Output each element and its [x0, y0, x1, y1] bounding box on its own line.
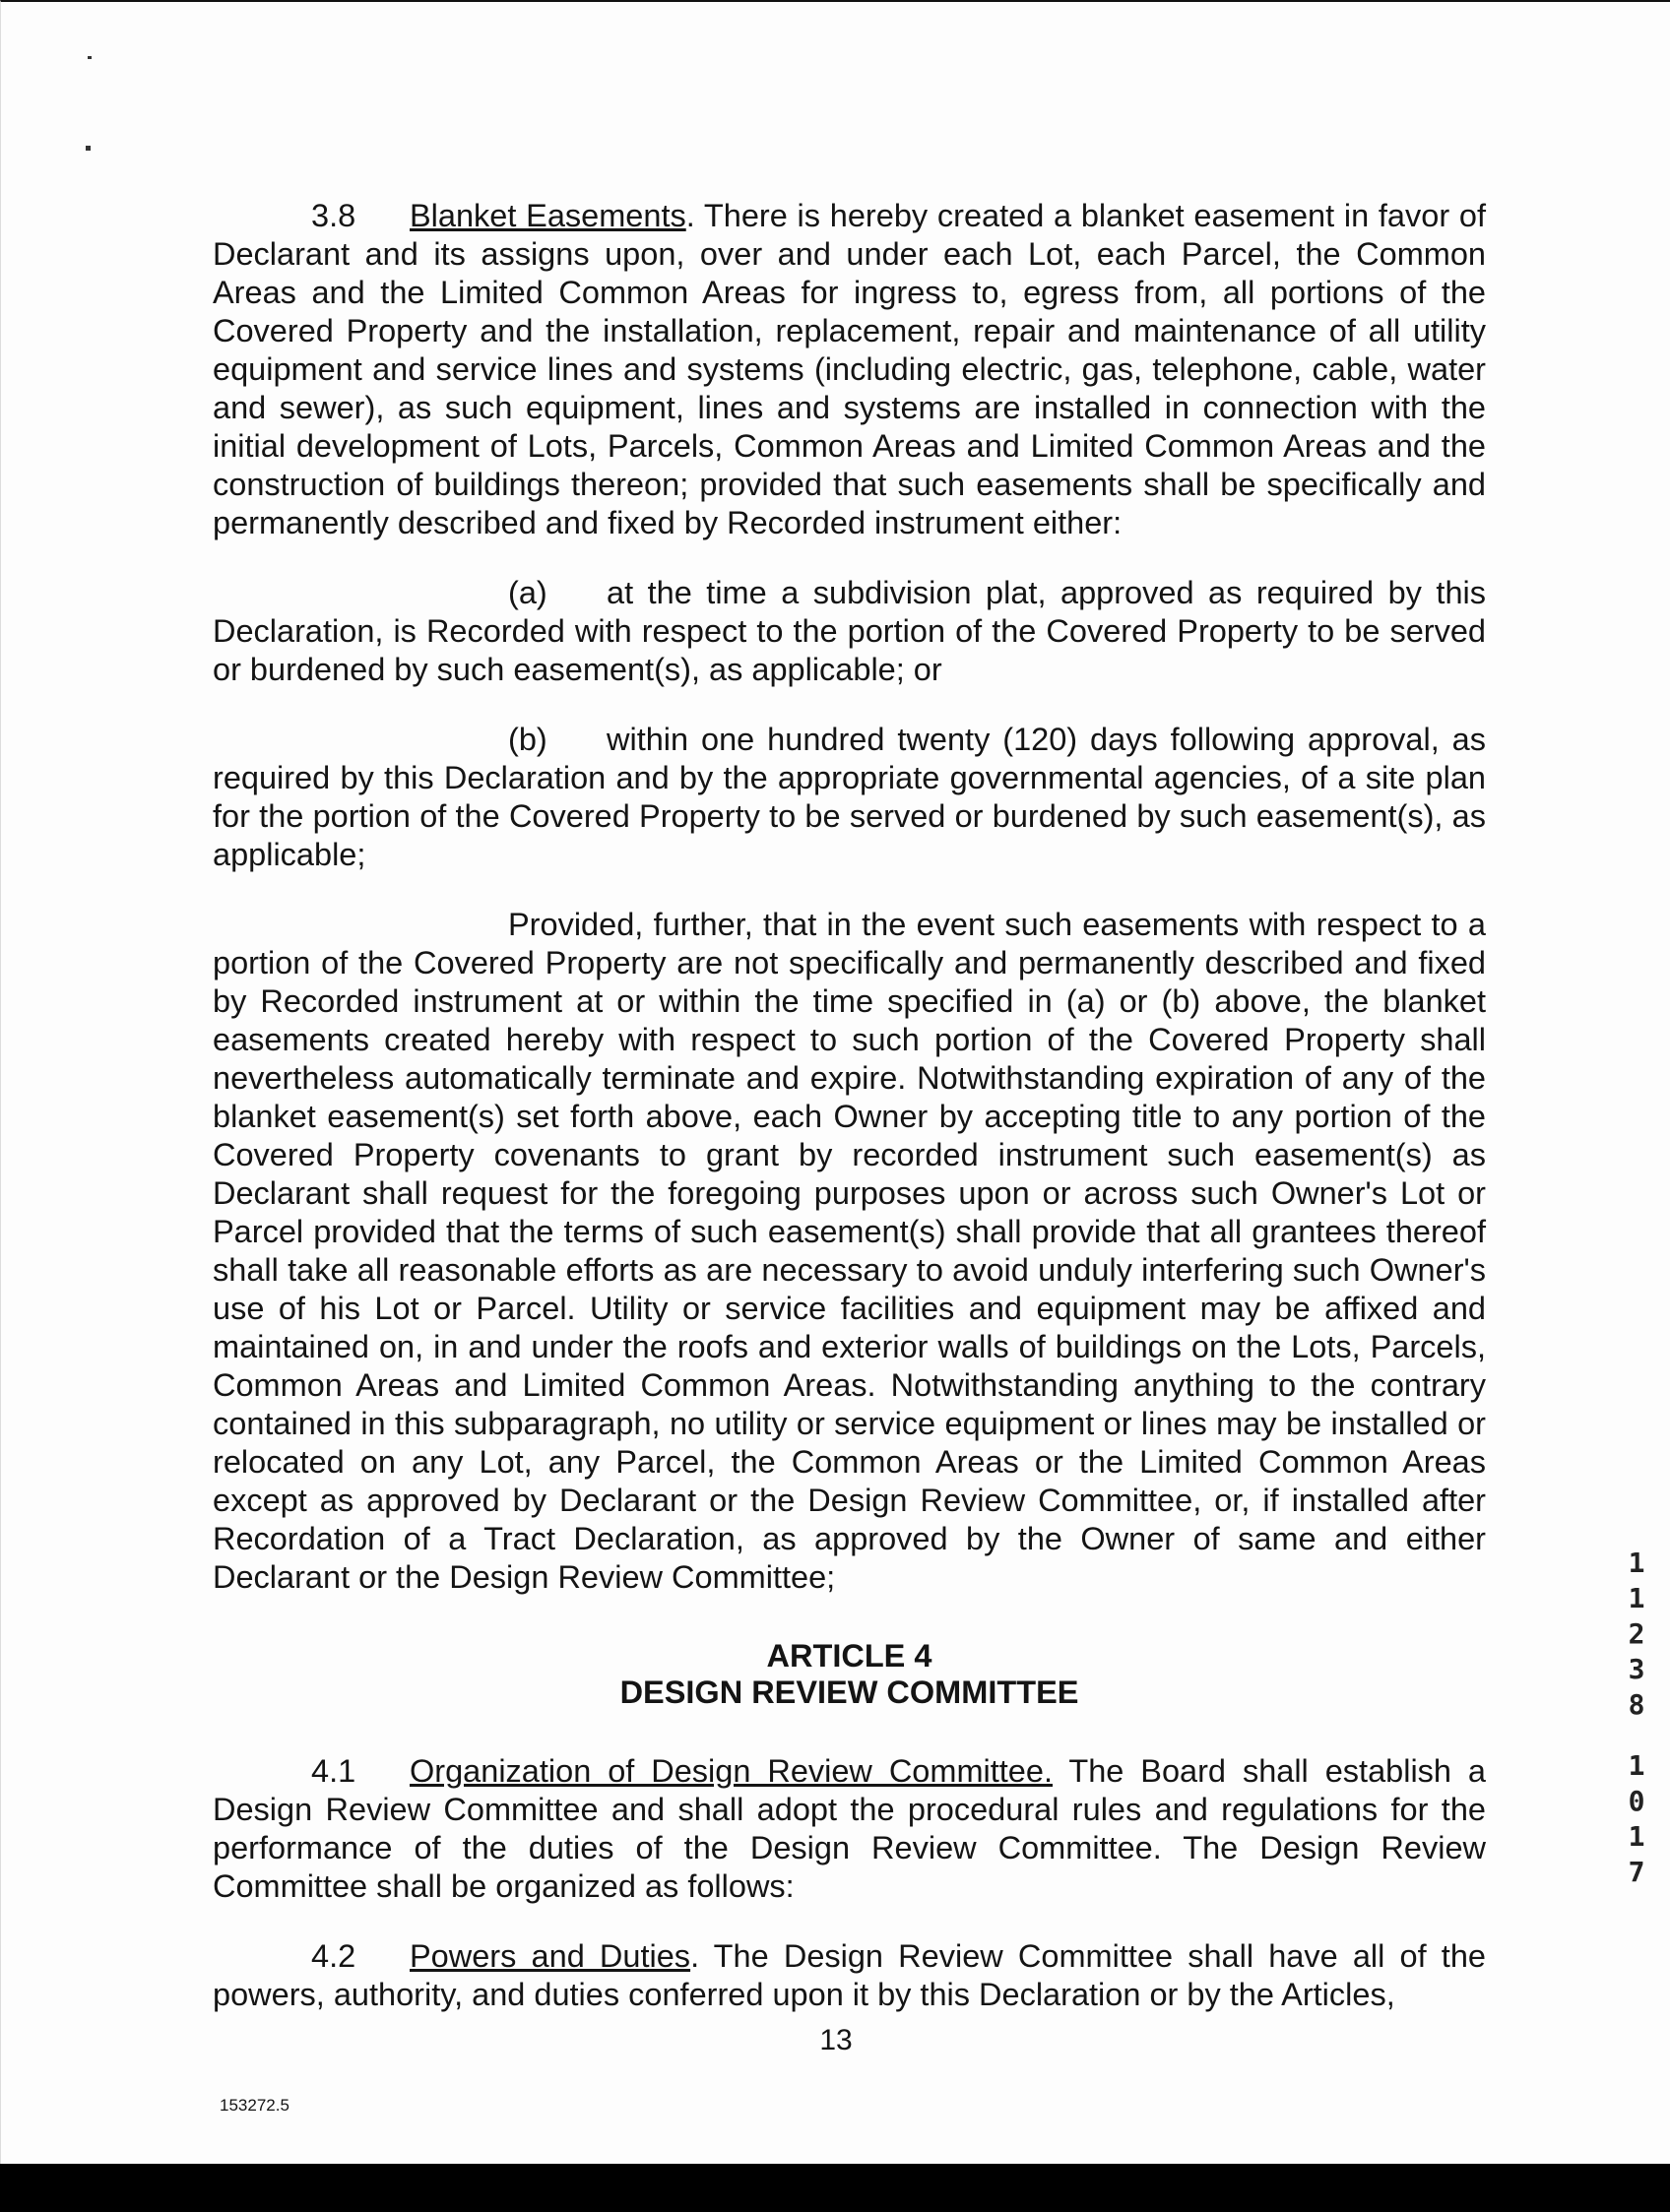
article-number: ARTICLE 4: [766, 1638, 932, 1674]
document-id: 153272.5: [220, 2096, 289, 2115]
stamp-digit: 3: [1628, 1653, 1645, 1685]
section-text: . The Design Review Committee shall have all of the powers, authority, and duties conferred upon it by this Declaration or by the Articles,: [213, 1938, 1486, 2012]
sub-text: at the time a subdivision plat, approved as required by this Declaration, is Recorded with respect to the portion of the Covered Property to be served or burdened by such easement(s), as applicable; or: [213, 575, 1486, 687]
section-text: The Board shall establish a Design Review Committee and shall adopt the procedural rules and regulations for the performance of the duties of the Design Review Committee. The Design Review Committee shall be organized as follows:: [213, 1753, 1486, 1904]
margin-stamp-top: [1619, 1546, 1654, 1723]
section-title: Powers and Duties: [410, 1938, 691, 1974]
stamp-digit: 0: [1628, 1785, 1645, 1817]
stamp-digit: 1: [1628, 1749, 1645, 1782]
article-heading: [213, 1638, 1486, 1711]
paragraph-4-1: [213, 1752, 1486, 1906]
scan-border: [0, 2164, 1670, 2212]
subparagraph-b: [213, 721, 1486, 874]
proviso-paragraph: [213, 906, 1486, 1597]
body-text: [213, 197, 1486, 2014]
article-title: DESIGN REVIEW COMMITTEE: [619, 1675, 1079, 1710]
section-title: Blanket Easements: [410, 198, 686, 233]
proviso-text: Provided, further, that in the event such easements with respect to a portion of the Covered Property are not specifically and permanently described and fixed by Recorded instrument at or within the time specified in (a) or (b) above, the blanket easements created hereby with respect to such portion of the Covered Property shall nevertheless automatically terminate and expire. Notwithstanding expiration of any of the blanket easement(s) set forth above, each Owner by accepting title to any portion of the Covered Property covenants to grant by recorded instrument such easement(s) as Declarant shall request for the foregoing purposes upon or across such Owner's Lot or Parcel provided that the terms of such easement(s) shall provide that all grantees thereof shall take all reasonable efforts as are necessary to avoid unduly interfering such Owner's use of his Lot or Parcel. Utility or service facilities and equipment may be affixed and maintained on, in and under the roofs and exterior walls of buildings on the Lots, Parcels, Common Areas and Limited Common Areas. Notwithstanding anything to the contrary contained in this subparagraph, no utility or service equipment or lines may be installed or relocated on any Lot, any Parcel, the Common Areas or the Limited Common Areas except as approved by Declarant or the Design Review Committee, or, if installed after Recordation of a Tract Declaration, as approved by the Owner of same and either Declarant or the Design Review Committee;: [213, 907, 1486, 1595]
margin-stamp-bottom: [1619, 1748, 1654, 1890]
section-number: 4.2: [311, 1938, 356, 1974]
paragraph-4-2: [213, 1937, 1486, 2014]
sub-label: (b): [508, 722, 547, 757]
section-number: 4.1: [311, 1753, 356, 1789]
section-number: 3.8: [311, 198, 356, 233]
stamp-digit: 7: [1628, 1856, 1645, 1888]
stamp-digit: 1: [1628, 1547, 1645, 1579]
scan-speck: [86, 146, 91, 151]
paragraph-3-8: [213, 197, 1486, 542]
section-text: . There is hereby created a blanket easement in favor of Declarant and its assigns upon, over and under each Lot, each Parcel, the Common Areas and the Limited Common Areas for ingress to, egress from, all portions of the Covered Property and the installation, replacement, repair and maintenance of all utility equipment and service lines and systems (including electric, gas, telephone, cable, water and sewer), as such equipment, lines and systems are installed in connection with the initial development of Lots, Parcels, Common Areas and Limited Common Areas and the construction of buildings thereon; provided that such easements shall be specifically and permanently described and fixed by Recorded instrument either:: [213, 198, 1487, 540]
page-number: 13: [819, 2024, 853, 2056]
subparagraph-a: [213, 574, 1486, 689]
scan-speck: [88, 56, 92, 59]
sub-text: within one hundred twenty (120) days following approval, as required by this Declaration and by the appropriate governmental agencies, of a site plan for the portion of the Covered Property to be served or burdened by such easement(s), as applicable;: [213, 722, 1486, 872]
section-title: Organization of Design Review Committee.: [410, 1753, 1053, 1789]
stamp-digit: 1: [1628, 1582, 1645, 1614]
stamp-digit: 2: [1628, 1617, 1645, 1650]
sub-label: (a): [508, 575, 547, 610]
stamp-digit: 8: [1628, 1688, 1645, 1721]
stamp-digit: 1: [1628, 1820, 1645, 1853]
